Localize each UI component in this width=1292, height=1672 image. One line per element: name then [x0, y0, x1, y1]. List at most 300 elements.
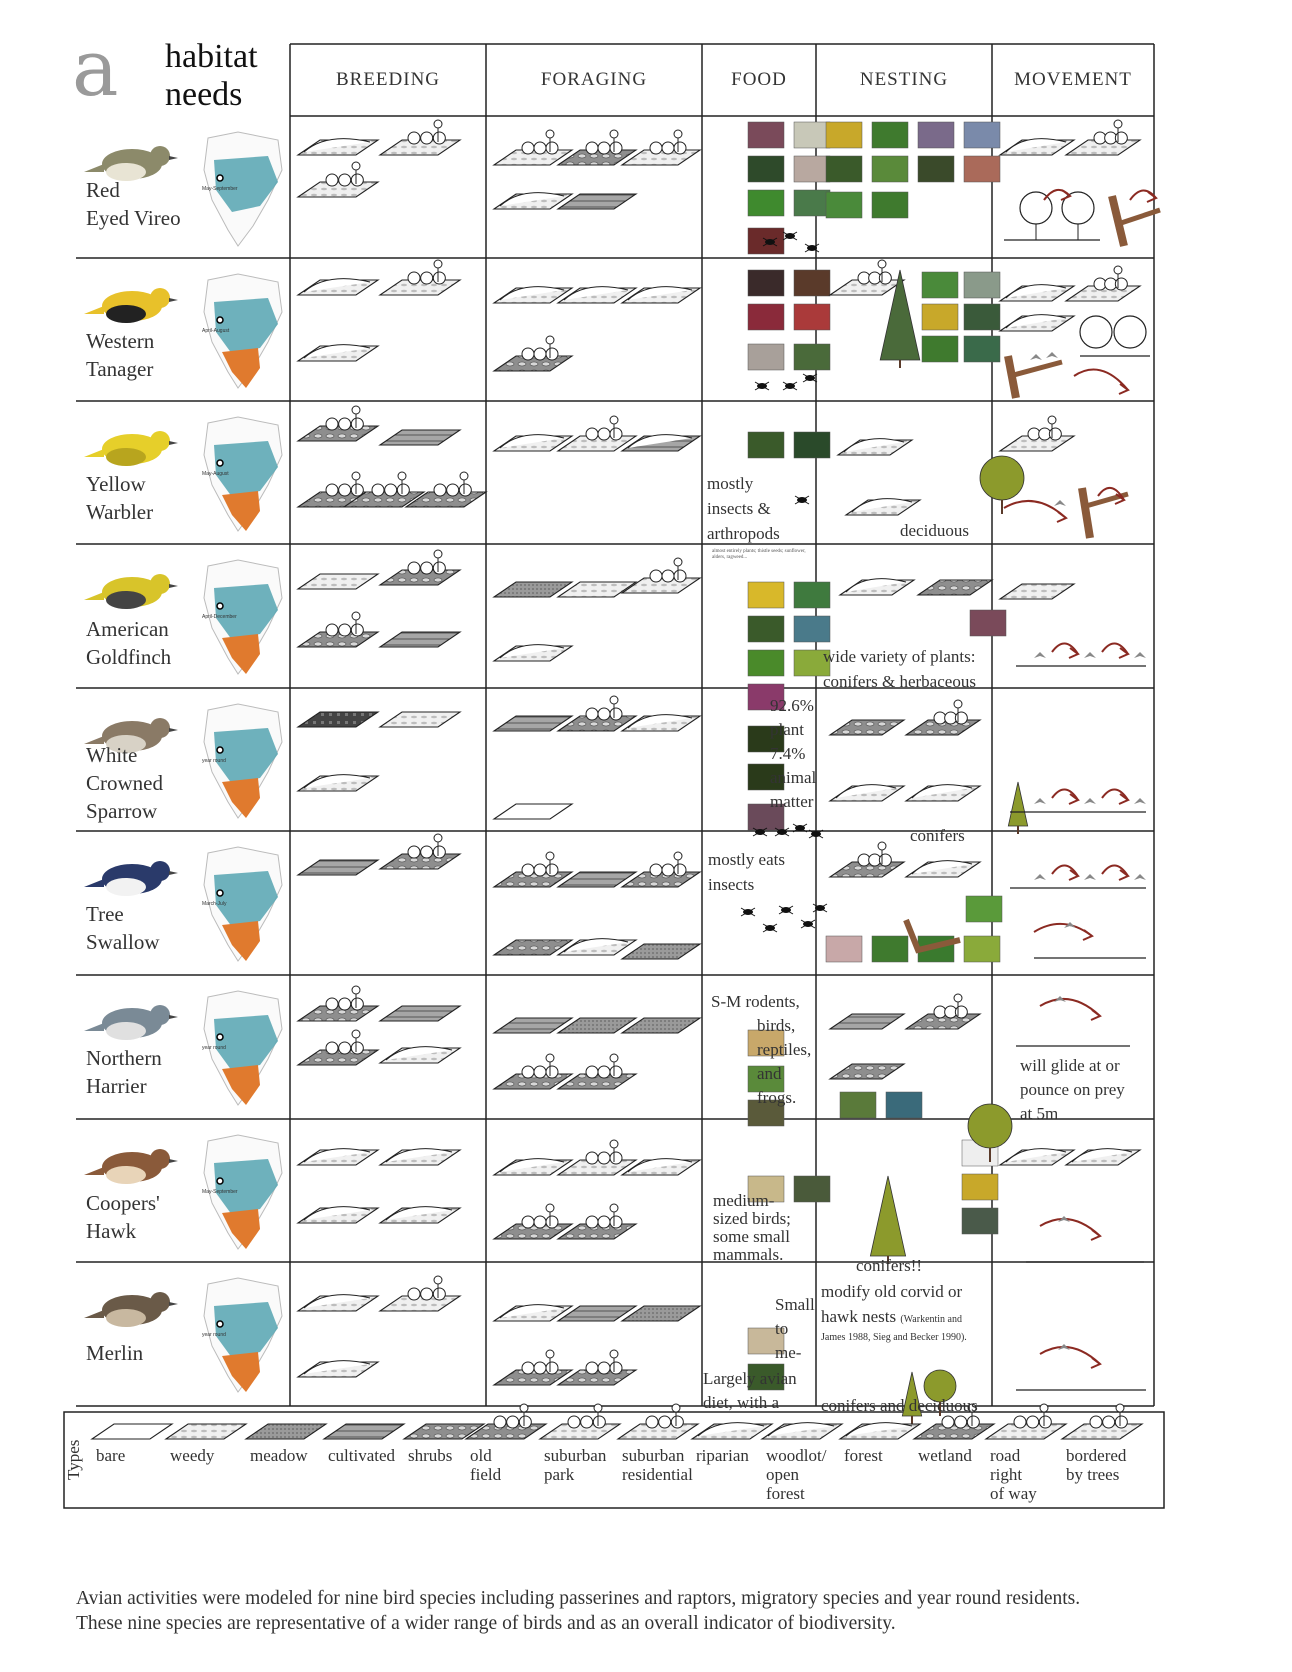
habitat-tile	[906, 700, 980, 735]
text-line: Largely avian	[703, 1369, 797, 1388]
tree-symbol	[339, 174, 351, 186]
habitat-tile	[840, 579, 914, 595]
tree-symbol	[519, 1416, 531, 1428]
habitat-tile	[298, 775, 378, 791]
map-location-dot	[217, 747, 223, 753]
bird-tail	[84, 306, 104, 314]
flight-arrow	[1052, 865, 1078, 876]
bird-head	[150, 146, 170, 166]
map-season-label: March-July	[202, 901, 227, 907]
tree-symbol	[352, 986, 360, 994]
nest-photo	[886, 1092, 922, 1118]
tree-symbol	[1114, 120, 1122, 128]
nest-photo	[964, 122, 1000, 148]
caption-line-1: Avian activities were modeled for nine bird species including passerines and raptors, migratory species and year round residents.	[76, 1588, 1081, 1609]
tile-surface	[380, 632, 460, 647]
type-label-line: wetland	[918, 1446, 972, 1465]
tile-surface	[558, 1018, 636, 1033]
tree-symbol	[1027, 1416, 1039, 1428]
tile-surface	[380, 570, 460, 585]
text-line: will glide at or	[1020, 1056, 1120, 1075]
species-name-line: Northern	[86, 1046, 162, 1070]
tree-symbol	[878, 842, 886, 850]
tile-surface	[298, 574, 378, 589]
tree-symbol	[421, 132, 433, 144]
tree-symbol	[1040, 1404, 1048, 1412]
tree-symbol	[351, 418, 363, 430]
conifer-tree	[870, 1176, 905, 1256]
food-photo	[748, 432, 784, 458]
range-map	[202, 132, 282, 246]
nest-photo	[964, 336, 1000, 362]
habitat-tile	[298, 574, 378, 589]
insect-icon	[783, 382, 797, 390]
bird-silhouette	[1084, 652, 1096, 658]
species-name	[86, 1189, 160, 1245]
tile-surface	[380, 1296, 460, 1311]
species-name	[86, 615, 171, 671]
tree-symbol	[955, 712, 967, 724]
tile-surface	[558, 1370, 636, 1385]
panel-letter: a	[72, 24, 119, 114]
tree-symbol	[434, 260, 442, 268]
col-header-movement: MOVEMENT	[1014, 69, 1132, 90]
tree-symbol	[460, 472, 468, 480]
habitat-tile	[830, 260, 904, 295]
habitat-tile	[846, 499, 920, 515]
habitat-tile	[1000, 285, 1074, 301]
nest-photo	[922, 336, 958, 362]
tree-symbol	[434, 484, 446, 496]
habitat-tile	[622, 1306, 700, 1321]
text-line: Small	[775, 1295, 815, 1314]
species-name-line: Goldfinch	[86, 645, 172, 669]
map-season-label: May-August	[202, 471, 229, 477]
type-label	[622, 1446, 693, 1484]
text-line: insects	[708, 875, 755, 894]
tree-symbol	[408, 846, 420, 858]
tree-symbol	[546, 852, 554, 860]
type-label-line: park	[544, 1465, 575, 1484]
insect-icon	[775, 828, 789, 836]
arrow-head	[1069, 648, 1078, 658]
type-label	[250, 1446, 308, 1465]
habitat-tile	[298, 139, 378, 155]
habitat-tile	[380, 120, 460, 155]
col-header-breeding: BREEDING	[335, 69, 441, 90]
tree-symbol	[372, 484, 384, 496]
species-name-line: Harrier	[86, 1074, 147, 1098]
bird-silhouette	[1054, 500, 1066, 506]
nest-photo	[962, 1208, 998, 1234]
tree-symbol	[1039, 1416, 1051, 1428]
text-line: conifers & herbaceous	[823, 672, 976, 691]
bird-silhouette	[1034, 874, 1046, 880]
tree-symbol	[534, 1216, 546, 1228]
bird-tail	[84, 449, 104, 457]
tree-symbol	[610, 1140, 618, 1148]
type-label-line: weedy	[170, 1446, 215, 1465]
tree-symbol	[494, 1416, 506, 1428]
text-line: plant	[770, 720, 804, 739]
map-season-label: May-September	[202, 186, 238, 192]
tile-surface	[914, 1424, 994, 1439]
habitat-tile	[558, 582, 636, 597]
range-map	[202, 274, 282, 388]
insect-icon	[795, 496, 809, 504]
food-photo	[794, 1176, 830, 1202]
species-name-line: Crowned	[86, 771, 163, 795]
arrow-head	[1091, 1358, 1100, 1368]
habitat-tile	[494, 1350, 572, 1385]
type-label-line: open	[766, 1465, 800, 1484]
tree-symbol	[326, 1042, 338, 1054]
type-label-line: by trees	[1066, 1465, 1120, 1484]
tree-symbol	[522, 348, 534, 360]
tile-surface	[380, 280, 460, 295]
tile-surface	[558, 194, 636, 209]
flight-arrow	[1074, 370, 1128, 390]
habitat-tile	[830, 785, 904, 801]
tile-surface	[1062, 1424, 1142, 1439]
text-line: mostly eats	[708, 850, 785, 869]
flight-arrow	[1034, 924, 1092, 936]
map-location-dot	[217, 1321, 223, 1327]
tree-symbol	[610, 1054, 618, 1062]
map-location-dot	[217, 890, 223, 896]
tile-surface	[622, 872, 700, 887]
habitat-tile	[840, 1423, 920, 1439]
tile-surface	[918, 580, 992, 595]
tree-symbol	[610, 1362, 622, 1374]
tree-symbol	[522, 142, 534, 154]
habitat-tile	[298, 406, 378, 441]
insect-icon	[813, 904, 827, 912]
bird-silhouette	[1084, 874, 1096, 880]
tree-symbol	[352, 472, 360, 480]
tree-symbol	[408, 1288, 420, 1300]
map-season-label: May-September	[202, 1189, 238, 1195]
bird-beak	[169, 441, 178, 445]
habitat-tile	[380, 632, 460, 647]
species-name	[86, 1339, 143, 1367]
tile-surface	[380, 712, 460, 727]
tree-symbol	[352, 406, 360, 414]
tree-symbol	[421, 1288, 433, 1300]
tile-surface	[324, 1424, 404, 1439]
habitat-tile	[406, 472, 486, 507]
flight-arrow	[1102, 865, 1128, 876]
habitat-tile	[494, 852, 572, 887]
nesting-coopers: conifers!!	[856, 1256, 923, 1275]
tree-symbol	[598, 1152, 610, 1164]
range-map	[202, 1278, 282, 1392]
tile-surface	[622, 944, 700, 959]
range-map	[202, 847, 282, 961]
bird-illustration	[84, 1149, 178, 1184]
bird-beak	[169, 298, 178, 302]
arrow-head	[1119, 648, 1128, 658]
type-label-line: shrubs	[408, 1446, 453, 1465]
tree-symbol	[546, 1216, 558, 1228]
tile-surface	[298, 712, 378, 727]
map-location-dot	[217, 175, 223, 181]
type-label-line: old	[470, 1446, 492, 1465]
habitat-tile	[494, 940, 572, 955]
food-merlin-upper	[775, 1293, 815, 1365]
tree-symbol	[1115, 132, 1127, 144]
tile-surface	[494, 1074, 572, 1089]
habitat-tile	[1066, 1149, 1140, 1165]
type-label	[408, 1446, 452, 1465]
range-map	[202, 1135, 282, 1249]
bird-tail	[84, 1310, 104, 1318]
text-line: S-M rodents,	[711, 992, 800, 1011]
text-line: arthropods	[707, 524, 780, 543]
species-name-line: White	[86, 743, 138, 767]
tree-symbol	[674, 142, 686, 154]
bird-silhouette	[1134, 798, 1146, 804]
tree-symbol	[546, 1066, 558, 1078]
tree-symbol	[447, 484, 459, 496]
bird-silhouette	[1034, 798, 1046, 804]
nest-photo	[826, 122, 862, 148]
col-header-foraging: FORAGING	[540, 69, 648, 90]
nesting-merlin	[821, 1279, 996, 1344]
habitat-tile	[1000, 584, 1074, 599]
tree-symbol	[586, 708, 598, 720]
tree-symbol	[610, 416, 618, 424]
insect-icon	[803, 374, 817, 382]
habitat-tile	[1066, 120, 1140, 155]
habitat-tile	[906, 994, 980, 1029]
deciduous-tree	[968, 1104, 1012, 1148]
insect-icon	[809, 830, 823, 838]
tree-symbol	[610, 1204, 618, 1212]
tree-symbol	[326, 998, 338, 1010]
bird-belly	[106, 1022, 146, 1040]
tree-symbol	[397, 484, 409, 496]
text-line: frogs.	[757, 1088, 797, 1107]
type-label-line: woodlot/	[766, 1446, 827, 1465]
map-season-label: year round	[202, 1045, 226, 1051]
map-location-dot	[217, 1034, 223, 1040]
food-photo	[794, 190, 830, 216]
habitat-tile	[380, 1006, 460, 1021]
nest-photo	[826, 156, 862, 182]
tree-symbol	[674, 570, 686, 582]
bird-belly	[106, 591, 146, 609]
habitat-tile	[1062, 1404, 1142, 1439]
bird-beak	[169, 871, 178, 875]
tree-symbol	[568, 1416, 580, 1428]
nest-photo	[840, 1092, 876, 1118]
habitat-tile	[494, 716, 572, 731]
bird-beak	[169, 584, 178, 588]
tree-symbol	[546, 1362, 558, 1374]
text-line: mammals.	[713, 1245, 784, 1264]
habitat-tile	[558, 1054, 636, 1089]
food-photo	[794, 616, 830, 642]
species-name-line: Hawk	[86, 1219, 137, 1243]
habitat-tile	[1000, 139, 1074, 155]
tile-surface	[540, 1424, 620, 1439]
tile-surface	[622, 150, 700, 165]
food-photo	[794, 122, 830, 148]
tree-symbol	[326, 418, 338, 430]
tree-symbol	[339, 484, 351, 496]
habitat-tile	[324, 1424, 404, 1439]
tree-symbol	[522, 864, 534, 876]
habitat-tile	[380, 550, 460, 585]
tree-symbol	[351, 998, 363, 1010]
food-photo	[748, 304, 784, 330]
habitat-tile	[298, 712, 378, 727]
tree-symbol	[586, 142, 598, 154]
habitat-tile	[298, 162, 378, 197]
text-line: to	[775, 1319, 789, 1338]
habitat-tile	[166, 1424, 246, 1439]
nest-photo	[826, 936, 862, 962]
arrow-head	[1069, 870, 1078, 880]
types-label: Types	[64, 1439, 83, 1480]
tree-symbol	[1049, 428, 1061, 440]
tile-surface	[558, 716, 636, 731]
habitat-tile	[830, 1014, 904, 1029]
type-label-line: right	[990, 1465, 1023, 1484]
habitat-tile	[1000, 416, 1074, 451]
type-label-line: road	[990, 1446, 1021, 1465]
tile-surface	[494, 582, 572, 597]
habitat-tile	[558, 416, 636, 451]
col-header-nesting: NESTING	[859, 69, 949, 90]
species-name	[86, 900, 160, 956]
map-location-dot	[217, 317, 223, 323]
habitat-tile	[380, 1047, 460, 1063]
range-map	[202, 560, 282, 674]
tree-symbol	[534, 1362, 546, 1374]
citation: (Warkentin and	[900, 1314, 962, 1325]
habitat-tile	[246, 1424, 326, 1439]
tree-symbol	[650, 142, 662, 154]
tile-surface	[380, 430, 460, 445]
tile-surface	[622, 1306, 700, 1321]
tree-symbol	[434, 120, 442, 128]
food-photo	[748, 122, 784, 148]
tile-surface	[298, 860, 378, 875]
bird-beak	[169, 1015, 178, 1019]
habitat-tile	[494, 1204, 572, 1239]
tile-surface	[558, 872, 636, 887]
food-photo	[748, 344, 784, 370]
tile-surface	[380, 140, 460, 155]
habitat-tile	[380, 1276, 460, 1311]
bird-illustration	[84, 288, 178, 323]
habitat-tile	[380, 712, 460, 727]
tree-symbol	[610, 142, 622, 154]
type-label	[544, 1446, 606, 1484]
tree-symbol	[352, 612, 360, 620]
bird-silhouette	[1046, 352, 1058, 358]
text-line: some small	[713, 1227, 790, 1246]
tile-surface	[558, 1306, 636, 1321]
tile-surface	[494, 716, 572, 731]
insect-icon	[805, 244, 819, 252]
habitat-tile	[558, 1140, 636, 1175]
tree-symbol	[598, 1216, 610, 1228]
tree-symbol	[581, 1416, 593, 1428]
tree-symbol	[546, 1204, 554, 1212]
type-label	[696, 1446, 749, 1465]
nest-photo	[918, 156, 954, 182]
flight-arrow	[1052, 643, 1078, 654]
trunk	[1082, 488, 1090, 538]
tree-symbol	[546, 864, 558, 876]
habitat-tile	[380, 834, 460, 869]
species-name-line: Eyed Vireo	[86, 206, 181, 230]
type-label	[470, 1446, 501, 1484]
food-photo	[794, 432, 830, 458]
habitat-tile	[622, 944, 700, 959]
map-season-label: year round	[202, 758, 226, 764]
bird-beak	[169, 156, 178, 160]
habitat-tile	[494, 1054, 572, 1089]
tree-symbol	[433, 846, 445, 858]
bird-head	[150, 1292, 170, 1312]
tile-surface	[558, 150, 636, 165]
species-name	[86, 741, 163, 825]
tree-symbol	[610, 708, 622, 720]
insect-icon	[755, 382, 769, 390]
text-line: insects &	[707, 499, 771, 518]
tree-symbol	[586, 1362, 598, 1374]
tile-surface	[986, 1424, 1066, 1439]
habitat-tile	[298, 345, 378, 361]
map-location-dot	[217, 1178, 223, 1184]
tree-symbol	[434, 550, 442, 558]
tile-surface	[558, 1074, 636, 1089]
bird-belly	[106, 305, 146, 323]
habitat-tile	[986, 1404, 1066, 1439]
species-name-line: Sparrow	[86, 799, 158, 823]
tree-symbol	[339, 624, 351, 636]
conifer-tree	[1008, 782, 1027, 826]
nest-photo	[964, 156, 1000, 182]
tree-symbol	[1115, 278, 1127, 290]
tree-symbol	[546, 130, 554, 138]
text-line: mostly	[707, 474, 754, 493]
type-label	[170, 1446, 214, 1465]
tile-surface	[494, 940, 572, 955]
insect-icon	[779, 906, 793, 914]
habitat-tile	[830, 720, 904, 735]
text-line: diet, with a	[703, 1393, 780, 1412]
bird-silhouette	[1030, 354, 1042, 360]
bird-silhouette	[1084, 798, 1096, 804]
arrow-head	[1119, 794, 1128, 804]
habitat-tile	[298, 279, 378, 295]
tree-symbol	[610, 1216, 622, 1228]
tree-symbol	[546, 1054, 554, 1062]
tile-surface	[558, 582, 636, 597]
tree-symbol	[586, 1066, 598, 1078]
food-photo	[794, 304, 830, 330]
tree-symbol	[598, 708, 610, 720]
tile-surface	[298, 1050, 378, 1065]
branch	[1010, 362, 1062, 376]
text-line: and	[757, 1064, 782, 1083]
text-line: matter	[770, 792, 814, 811]
